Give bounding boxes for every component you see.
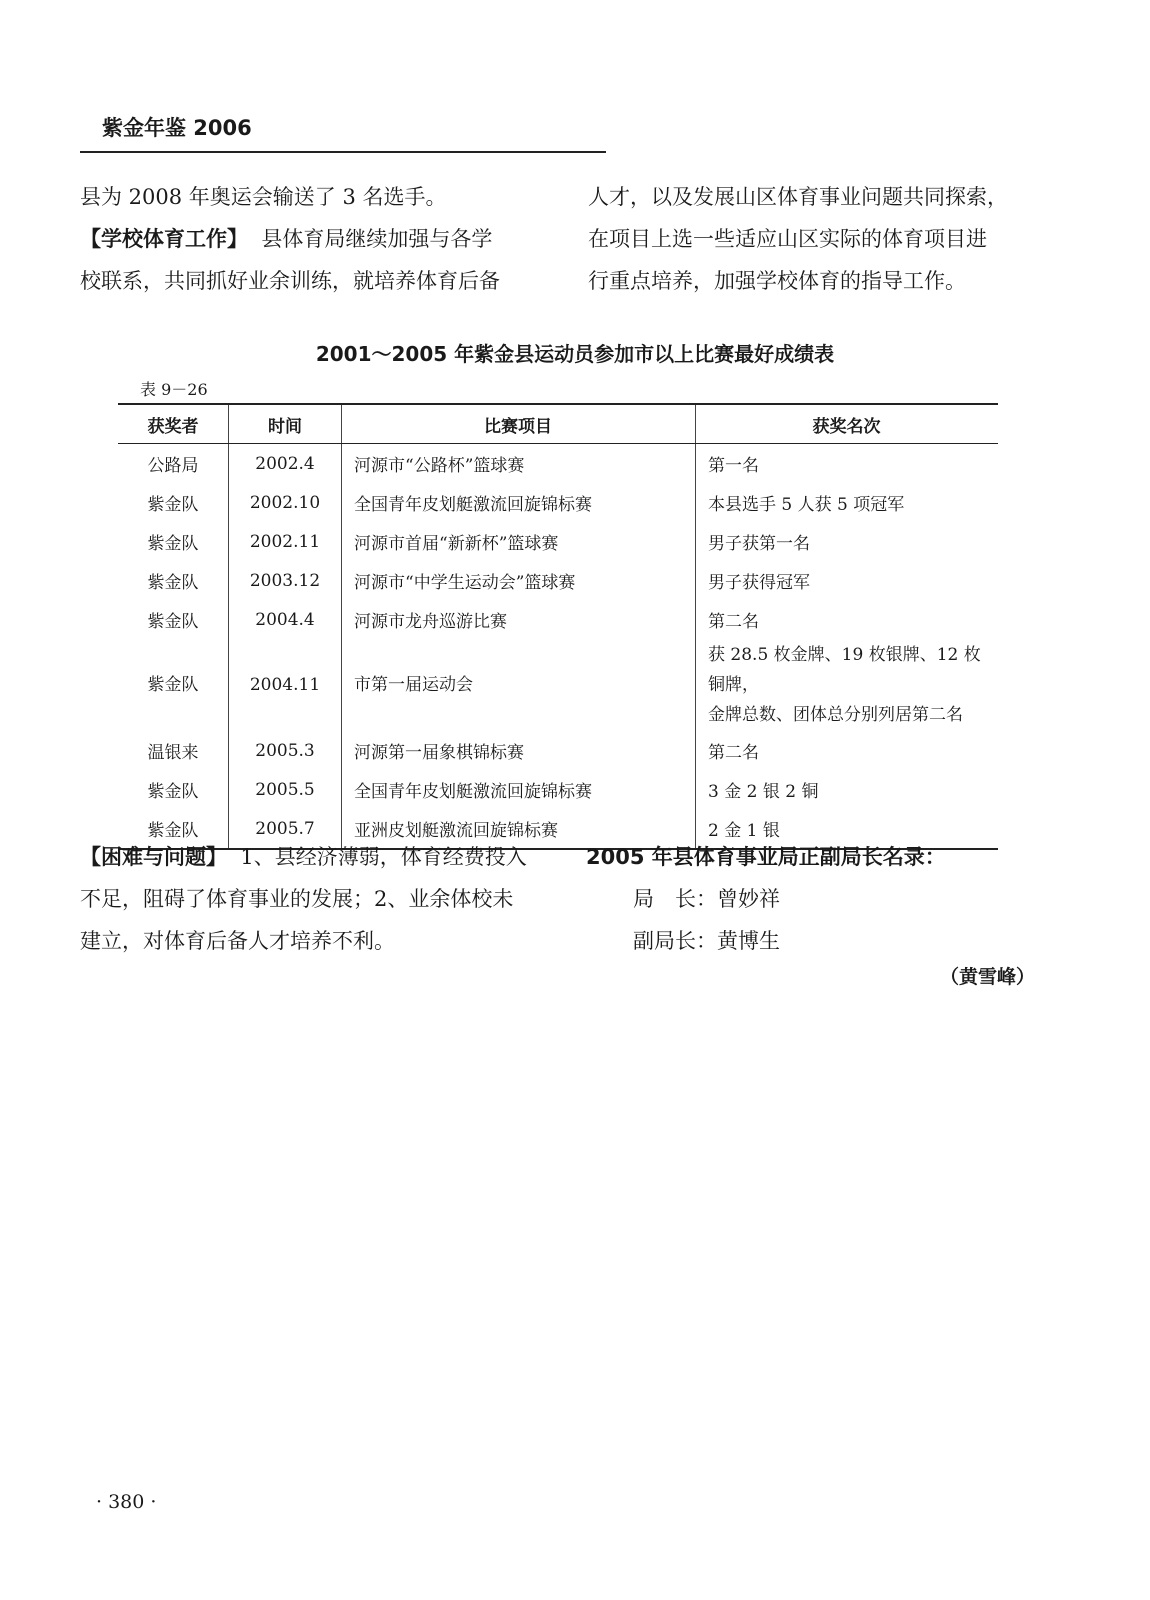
table-row — [118, 770, 998, 809]
cell-date: 2002.10 — [229, 483, 342, 522]
directors-heading: 2005 年县体育事业局正副局长名录： — [586, 845, 946, 869]
cell-date: 2002.11 — [229, 522, 342, 561]
paragraph-line: 建立，对体育后备人才培养不利。 — [80, 929, 395, 953]
cell-event: 亚洲皮划艇激流回旋锦标赛 — [342, 809, 696, 849]
header-ranking: 获奖名次 — [696, 404, 999, 444]
paragraph-line — [80, 836, 580, 878]
paragraph-line: 人才，以及发展山区体育事业问题共同探索， — [588, 185, 1008, 209]
header-awardee: 获奖者 — [118, 404, 229, 444]
cell-event: 河源市“公路杯”篮球赛 — [342, 444, 696, 484]
cell-awardee: 紫金队 — [147, 675, 199, 695]
cell-event: 市第一届运动会 — [342, 639, 696, 731]
cell-date: 2002.4 — [229, 444, 342, 484]
cell-event: 河源市龙舟巡游比赛 — [342, 600, 696, 639]
section-heading-school-sports: 【学校体育工作】 — [80, 227, 248, 251]
cell-date: 2004.4 — [229, 600, 342, 639]
director-entry: 局 长：曾妙祥 — [633, 887, 780, 911]
author-credit: （黄雪峰） — [940, 966, 1036, 988]
paragraph-line: 在项目上选一些适应山区实际的体育项目进 — [588, 227, 987, 251]
cell-awardee: 紫金队 — [147, 534, 199, 554]
table-row — [118, 561, 998, 600]
paragraph-line: 行重点培养，加强学校体育的指导工作。 — [588, 269, 966, 293]
deputy-director-entry: 副局长：黄博生 — [633, 929, 780, 953]
cell-ranking-line: 获 28.5 枚金牌、19 枚银牌、12 枚铜牌， — [708, 645, 981, 695]
cell-awardee: 紫金队 — [147, 612, 199, 632]
table-header-row — [118, 404, 998, 444]
cell-ranking: 本县选手 5 人获 5 项冠军 — [696, 483, 999, 522]
cell-ranking: 第一名 — [696, 444, 999, 484]
cell-date: 2003.12 — [229, 561, 342, 600]
table-row — [118, 483, 998, 522]
cell-ranking-line: 金牌总数、团体总分别列居第二名 — [708, 705, 963, 725]
cell-awardee: 温银来 — [147, 743, 199, 763]
cell-awardee: 紫金队 — [147, 782, 199, 802]
cell-ranking: 3 金 2 银 2 铜 — [696, 770, 999, 809]
cell-date: 2005.5 — [229, 770, 342, 809]
header-rule — [80, 151, 606, 153]
cell-date: 2005.7 — [229, 809, 342, 849]
cell-ranking: 第二名 — [696, 600, 999, 639]
page-number: · 380 · — [96, 1491, 157, 1513]
cell-date: 2005.3 — [229, 731, 342, 770]
header-date: 时间 — [229, 404, 342, 444]
cell-date: 2004.11 — [229, 639, 342, 731]
paragraph-line — [80, 218, 580, 260]
table-row — [118, 639, 998, 731]
table-row — [118, 600, 998, 639]
paragraph-line: 不足，阻碍了体育事业的发展；2、业余体校未 — [80, 887, 514, 911]
cell-event: 全国青年皮划艇激流回旋锦标赛 — [342, 483, 696, 522]
cell-awardee: 紫金队 — [118, 809, 229, 849]
paragraph-text: 县体育局继续加强与各学 — [261, 227, 493, 251]
cell-ranking — [696, 639, 999, 731]
cell-awardee: 紫金队 — [147, 573, 199, 593]
cell-event: 全国青年皮划艇激流回旋锦标赛 — [342, 770, 696, 809]
right-column-top — [588, 176, 1088, 302]
cell-ranking: 2 金 1 银 — [696, 809, 999, 849]
paragraph-line: 县为 2008 年奥运会输送了 3 名选手。 — [80, 185, 447, 209]
cell-ranking: 第二名 — [696, 731, 999, 770]
problems-section — [80, 836, 580, 962]
directors-section — [586, 836, 1086, 962]
table-row — [118, 444, 998, 484]
results-table — [118, 403, 998, 850]
running-header-title: 紫金年鉴 2006 — [102, 116, 252, 140]
header-event: 比赛项目 — [342, 404, 696, 444]
cell-event: 河源第一届象棋锦标赛 — [342, 731, 696, 770]
paragraph-text: 1、县经济薄弱，体育经费投入 — [240, 845, 527, 869]
table-row — [118, 731, 998, 770]
cell-awardee: 紫金队 — [147, 495, 199, 515]
cell-ranking: 男子获第一名 — [696, 522, 999, 561]
section-heading-problems: 【困难与问题】 — [80, 845, 227, 869]
paragraph-line: 校联系，共同抓好业余训练，就培养体育后备 — [80, 269, 500, 293]
cell-event: 河源市首届“新新杯”篮球赛 — [342, 522, 696, 561]
table-number: 表 9－26 — [140, 380, 208, 399]
cell-event: 河源市“中学生运动会”篮球赛 — [342, 561, 696, 600]
left-column-top — [80, 176, 580, 302]
table-row — [118, 522, 998, 561]
table-title: 2001～2005 年紫金县运动员参加市以上比赛最好成绩表 — [315, 342, 835, 366]
cell-ranking: 男子获得冠军 — [696, 561, 999, 600]
cell-awardee: 公路局 — [147, 456, 199, 476]
